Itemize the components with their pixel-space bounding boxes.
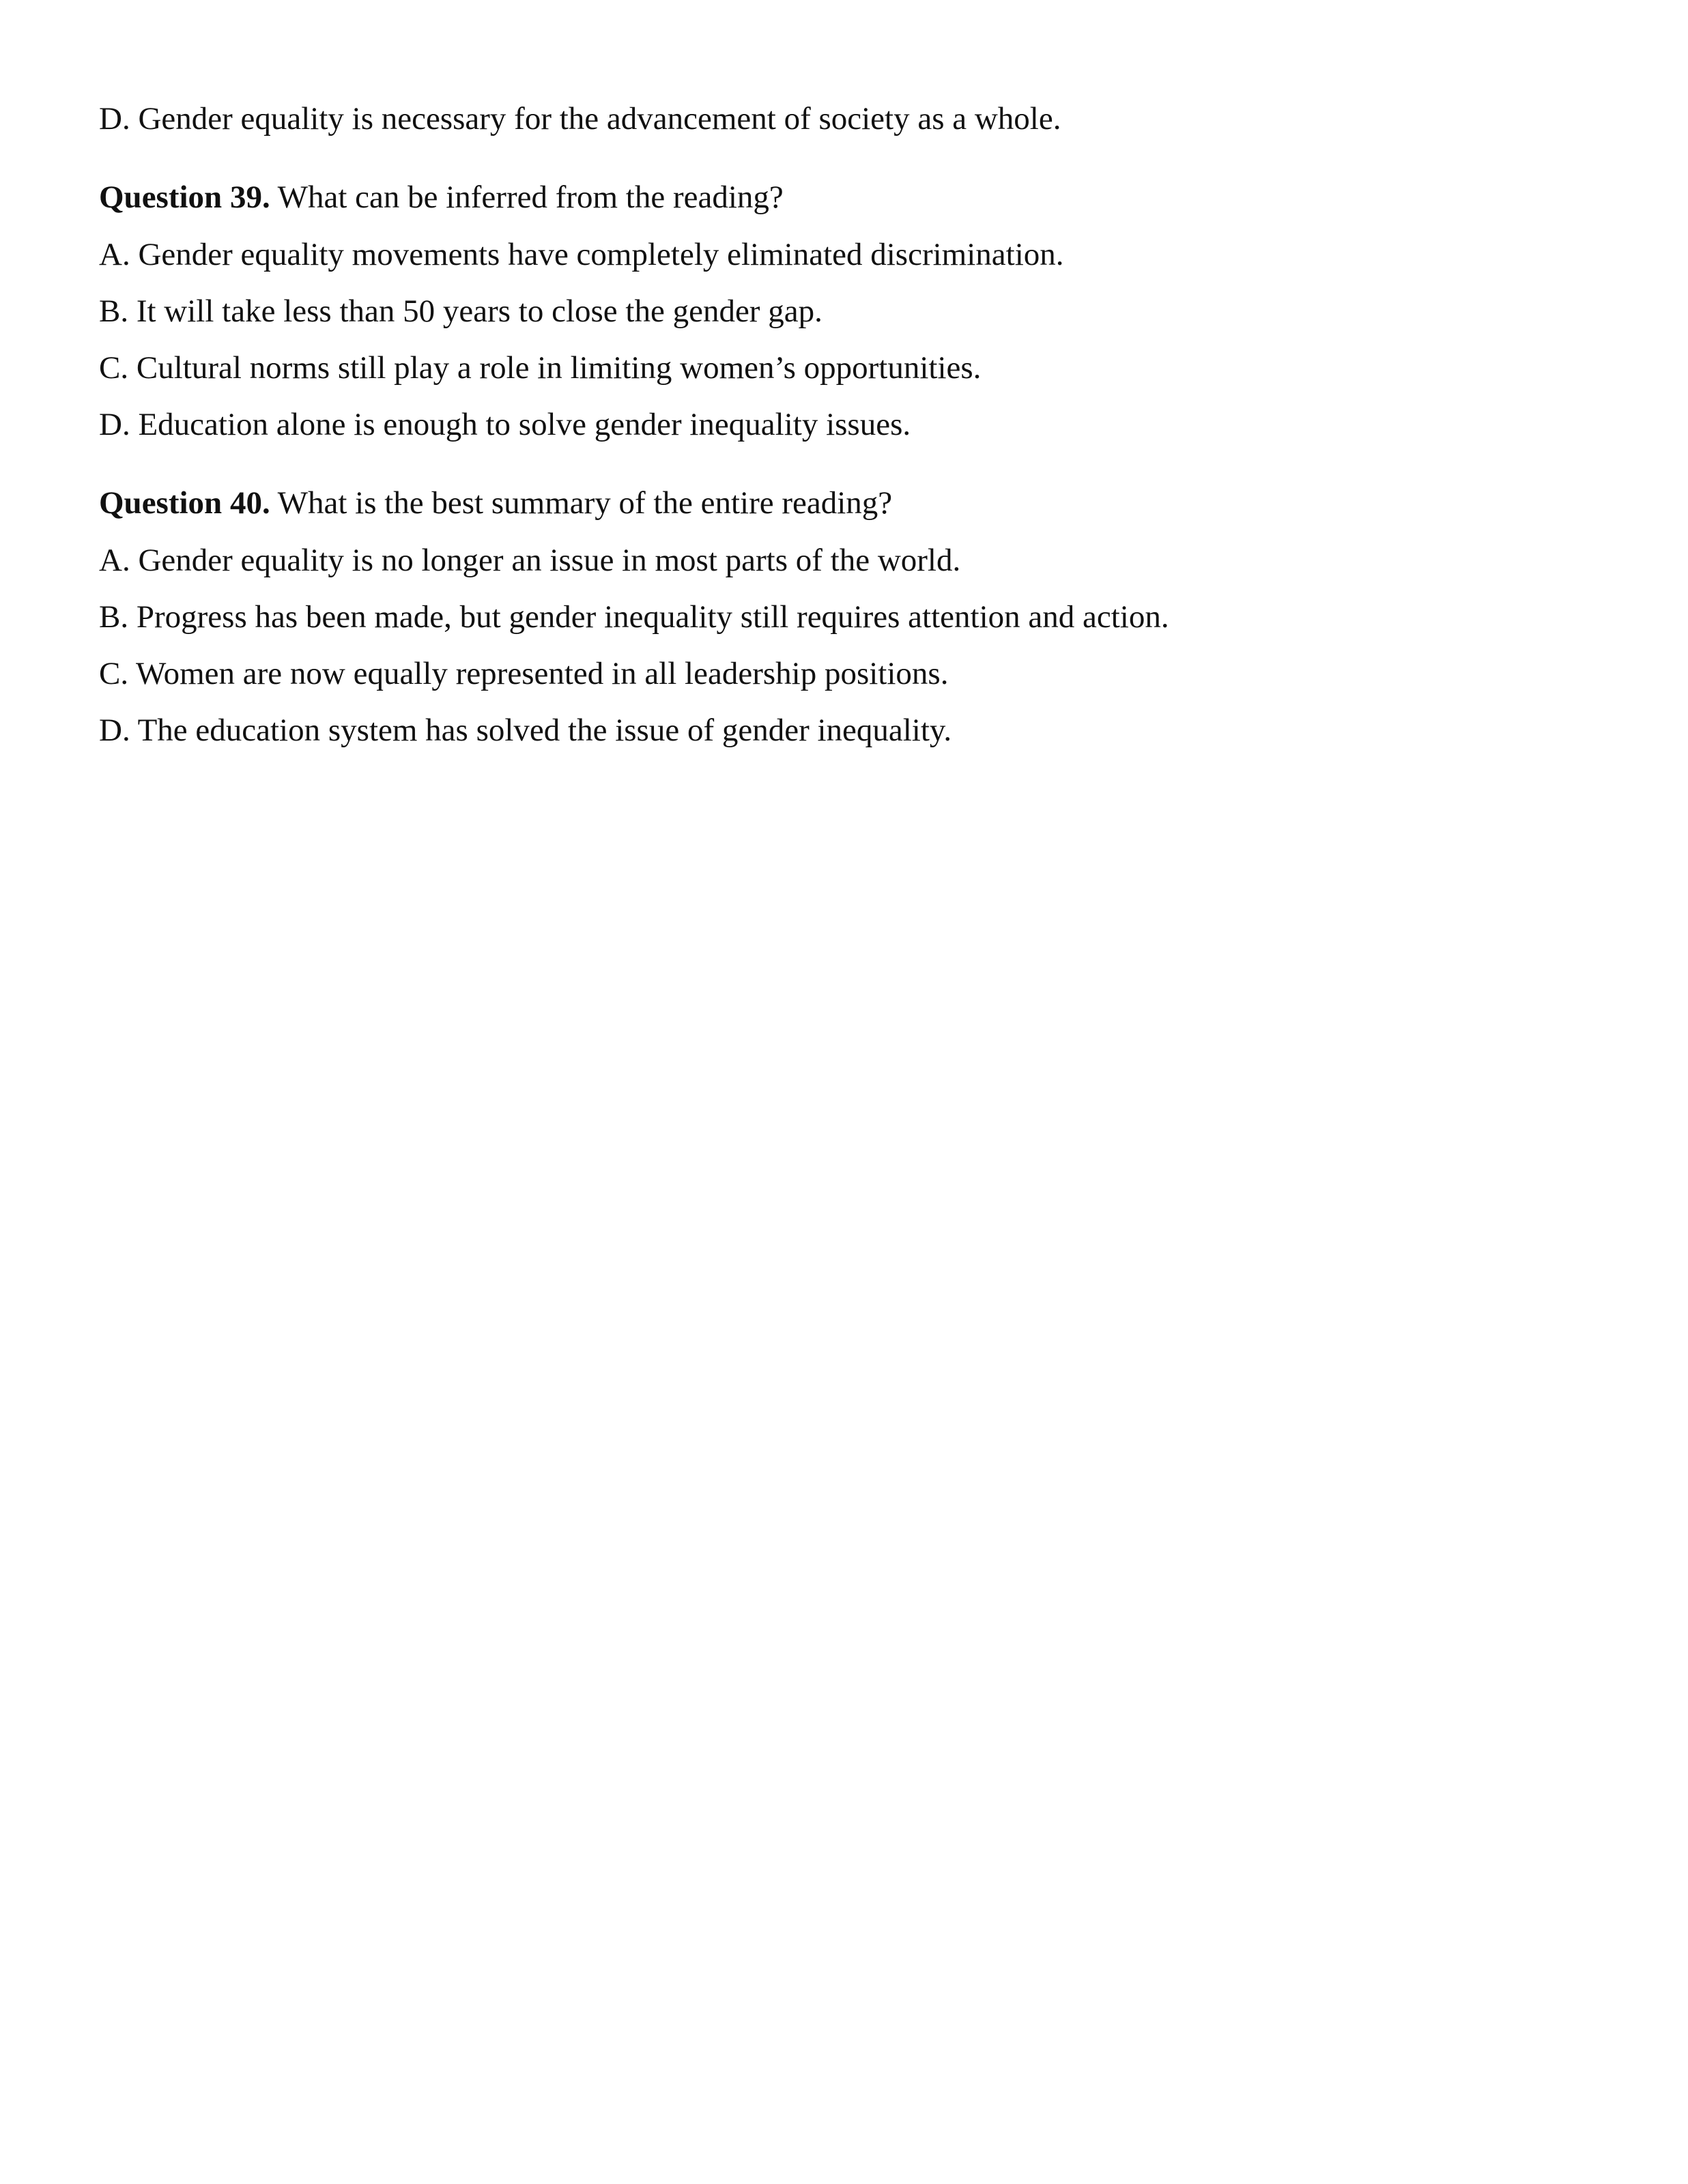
question-40-heading: [99, 483, 892, 523]
question-39-option-c: C. Cultural norms still play a role in limiting women’s opportunities.: [99, 350, 982, 386]
question-39-option-b: B. It will take less than 50 years to close the gender gap.: [99, 293, 822, 329]
question-39-prompt: What can be inferred from the reading?: [270, 179, 784, 215]
question-40-option-b: B. Progress has been made, but gender inequality still requires attention and action.: [99, 599, 1169, 635]
question-39-label: Question 39.: [99, 179, 270, 215]
question-40-option-a: A. Gender equality is no longer an issue in most parts of the world.: [99, 543, 961, 578]
question-40-option-d: D. The education system has solved the issue of gender inequality.: [99, 713, 952, 748]
question-40-option-c: C. Women are now equally represented in all leadership positions.: [99, 656, 949, 691]
question-40-prompt: What is the best summary of the entire reading?: [270, 485, 893, 521]
question-40-label: Question 40.: [99, 485, 270, 521]
question-39-option-d: D. Education alone is enough to solve gender inequality issues.: [99, 407, 911, 442]
question-39-heading: [99, 177, 784, 218]
question-39-option-a: A. Gender equality movements have completely eliminated discrimination.: [99, 237, 1064, 272]
previous-question-option-d: D. Gender equality is necessary for the advancement of society as a whole.: [99, 101, 1061, 136]
